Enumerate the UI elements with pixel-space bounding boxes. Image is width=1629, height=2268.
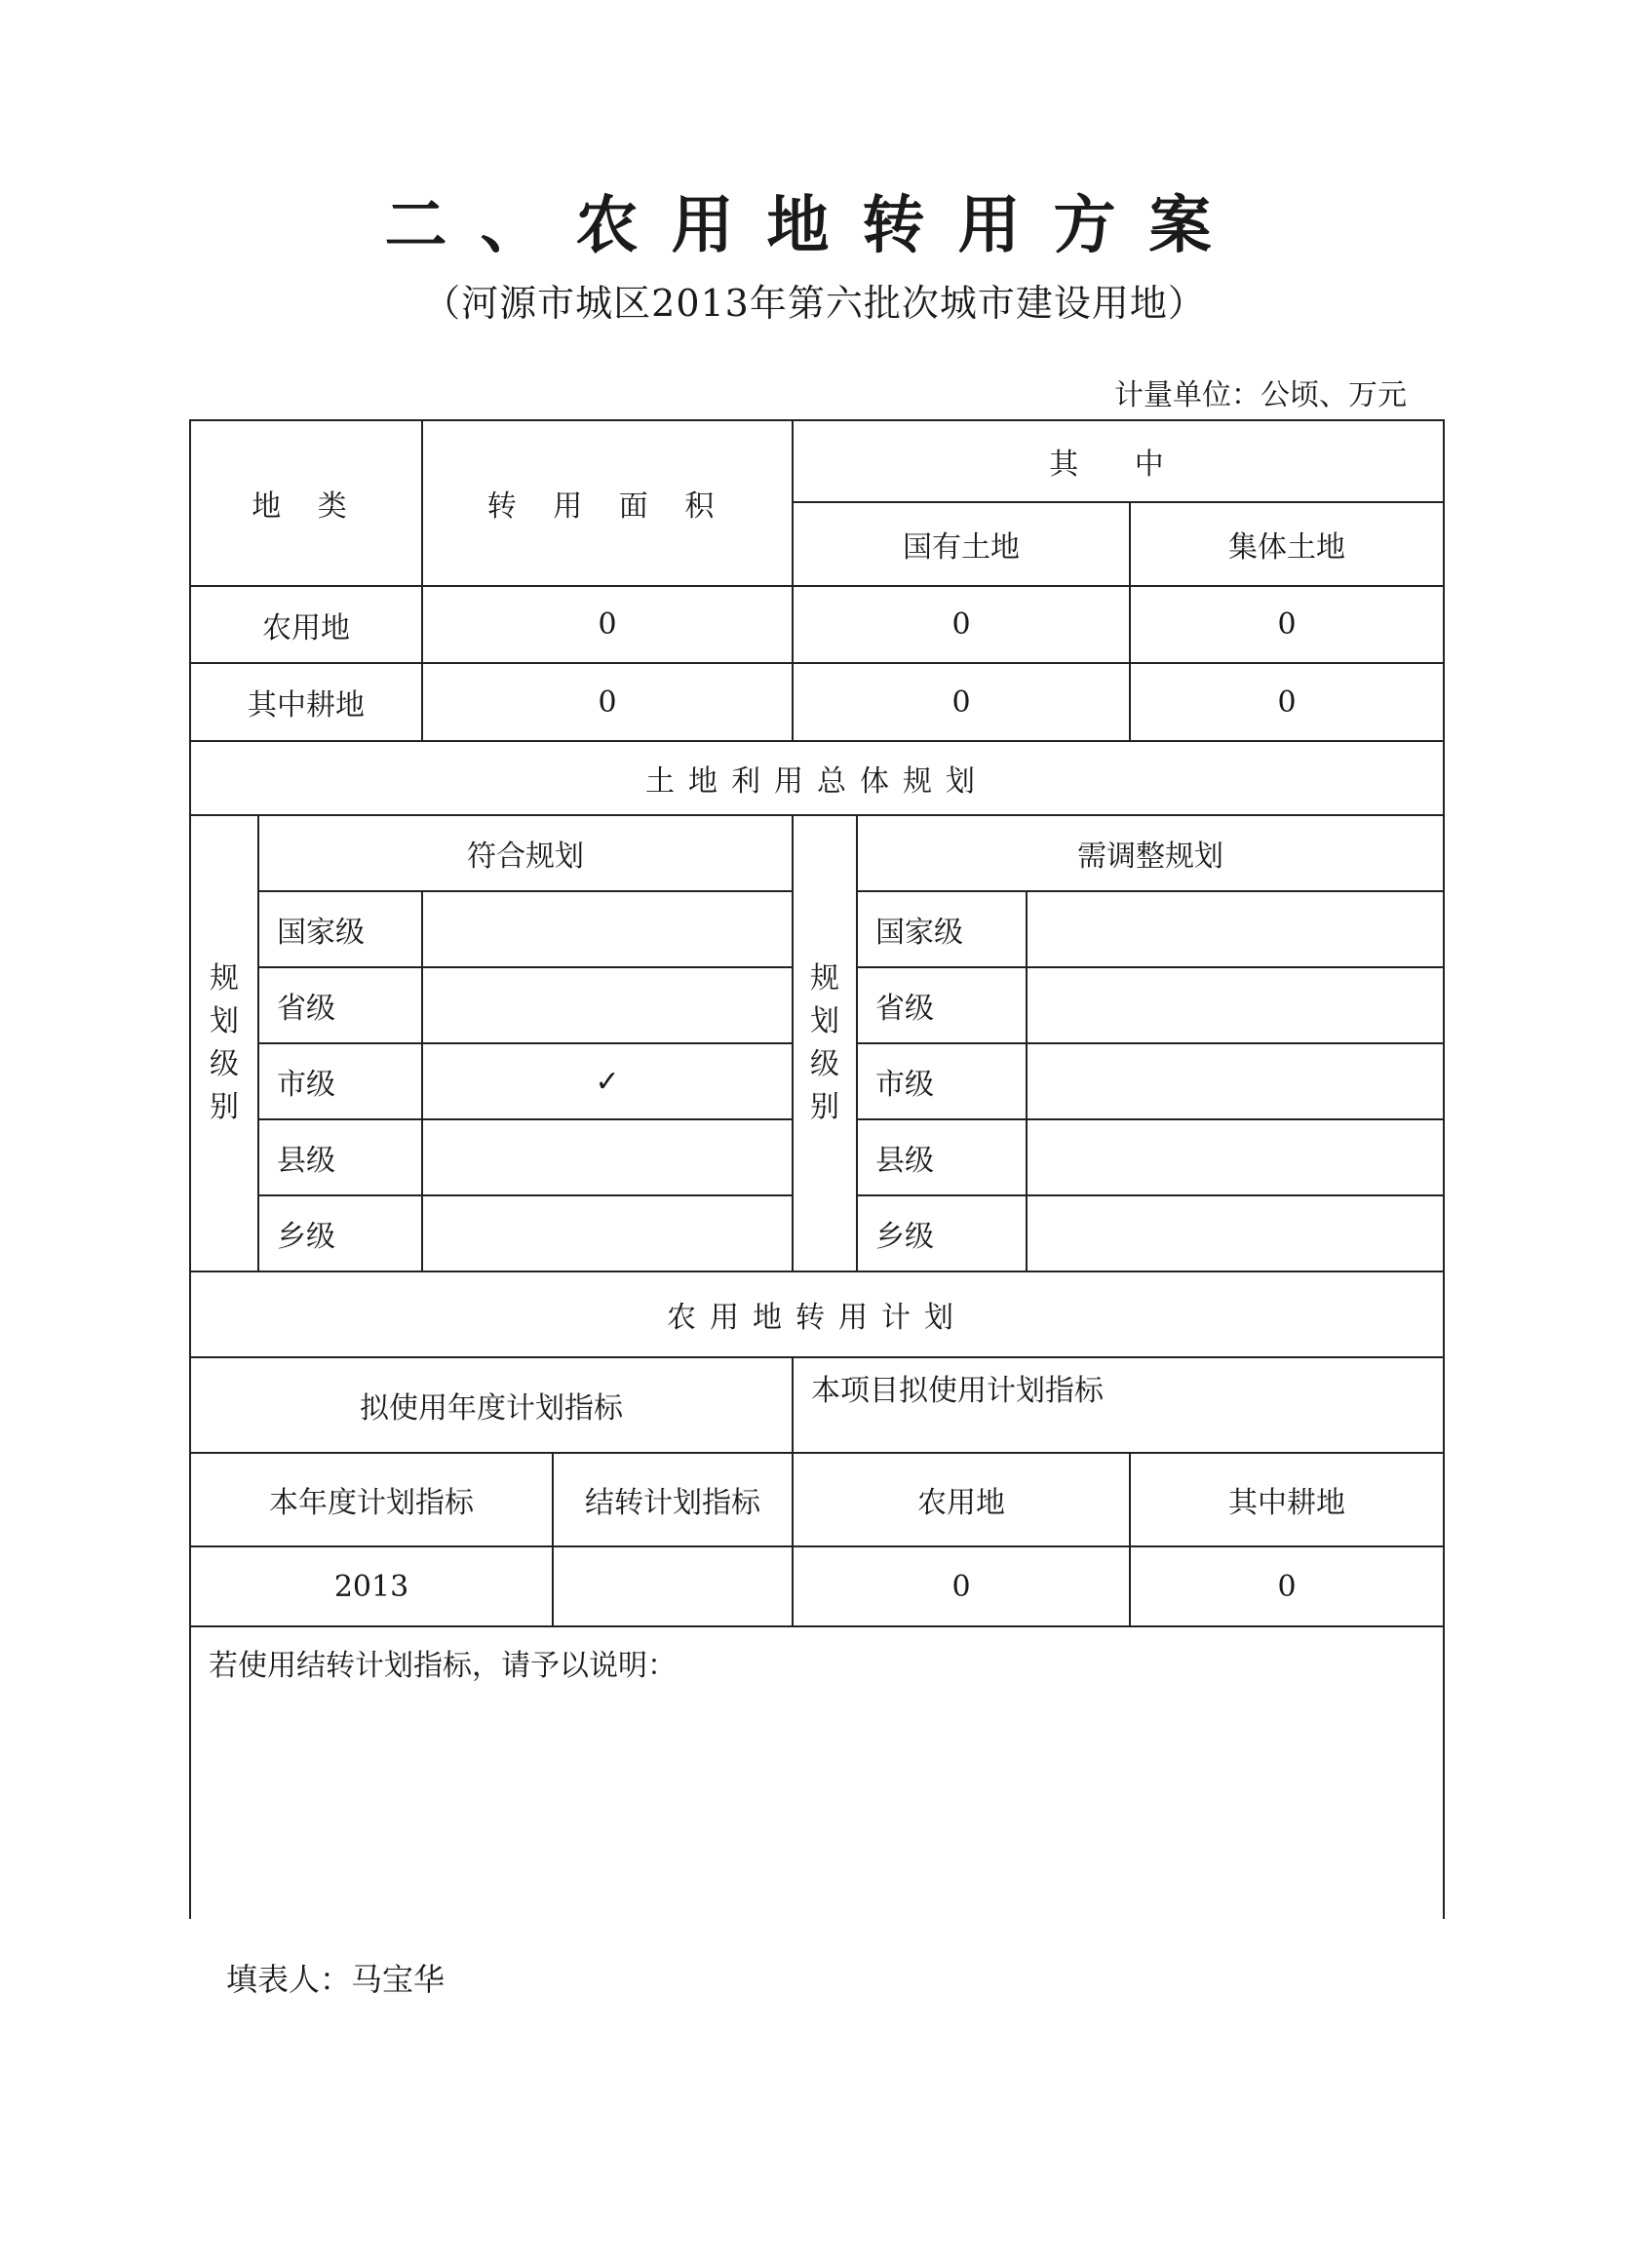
level-name: 县级	[258, 1119, 422, 1195]
row-area: 0	[422, 586, 793, 663]
filler-signature-line: 填表人：马宝华	[226, 1961, 446, 1998]
conversion-table	[189, 419, 1445, 1919]
cultivated-value: 0	[1130, 1546, 1444, 1626]
row-collective: 0	[1130, 663, 1444, 741]
level-name: 乡级	[857, 1195, 1027, 1271]
conversion-plan-heading: 农用地转用计划	[190, 1271, 1444, 1357]
table-row	[190, 586, 1444, 663]
this-year-index-heading: 本年度计划指标	[190, 1453, 553, 1546]
farmland-heading: 农用地	[793, 1453, 1130, 1546]
page-subtitle: （河源市城区2013年第六批次城市建设用地）	[423, 282, 1206, 325]
table-row	[190, 663, 1444, 741]
explanation-note	[190, 1626, 1444, 1919]
cultivated-heading: 其中耕地	[1130, 1453, 1444, 1546]
header-state-land: 国有土地	[793, 502, 1130, 586]
row-state: 0	[793, 586, 1130, 663]
level-name: 县级	[857, 1119, 1027, 1195]
farmland-value: 0	[793, 1546, 1130, 1626]
row-collective: 0	[1130, 586, 1444, 663]
carry-over-index-heading: 结转计划指标	[553, 1453, 793, 1546]
adjust-mark	[1027, 1043, 1444, 1119]
overall-plan-heading: 土地利用总体规划	[190, 741, 1444, 815]
row-label: 农用地	[190, 586, 422, 663]
level-name: 省级	[258, 967, 422, 1043]
level-label-right	[793, 815, 857, 1271]
adjust-mark	[1027, 1119, 1444, 1195]
row-state: 0	[793, 663, 1130, 741]
header-collective-land: 集体土地	[1130, 502, 1444, 586]
level-name: 市级	[258, 1043, 422, 1119]
level-label-text: 规划级别	[810, 961, 840, 1124]
conversion-form	[189, 419, 1443, 1927]
conforms-mark	[422, 891, 793, 967]
level-label-text: 规划级别	[210, 961, 239, 1124]
row-label: 其中耕地	[190, 663, 422, 741]
header-converted-area: 转 用 面 积	[422, 420, 793, 586]
this-year-value: 2013	[190, 1546, 553, 1626]
level-label-left	[190, 815, 258, 1271]
level-name: 省级	[857, 967, 1027, 1043]
adjust-mark	[1027, 891, 1444, 967]
level-name: 国家级	[857, 891, 1027, 967]
level-name: 国家级	[258, 891, 422, 967]
annual-index-heading: 拟使用年度计划指标	[190, 1357, 793, 1453]
adjust-mark	[1027, 967, 1444, 1043]
conforms-mark	[422, 967, 793, 1043]
conforms-mark	[422, 1119, 793, 1195]
level-name: 乡级	[258, 1195, 422, 1271]
header-land-type: 地 类	[190, 420, 422, 586]
conforms-plan-heading: 符合规划	[258, 815, 793, 891]
adjust-mark	[1027, 1195, 1444, 1271]
explanation-label: 若使用结转计划指标，请予以说明：	[209, 1649, 677, 1683]
conforms-mark: ✓	[422, 1043, 793, 1119]
carry-over-value	[553, 1546, 793, 1626]
header-of-which: 其 中	[793, 420, 1444, 502]
conforms-mark	[422, 1195, 793, 1271]
needs-adjust-heading: 需调整规划	[857, 815, 1444, 891]
project-index-heading: 本项目拟使用计划指标	[793, 1357, 1444, 1453]
page-title: 二、农用地转用方案	[384, 189, 1245, 262]
unit-label: 计量单位：公顷、万元	[1114, 378, 1407, 412]
level-name: 市级	[857, 1043, 1027, 1119]
row-area: 0	[422, 663, 793, 741]
table-row	[190, 1546, 1444, 1626]
